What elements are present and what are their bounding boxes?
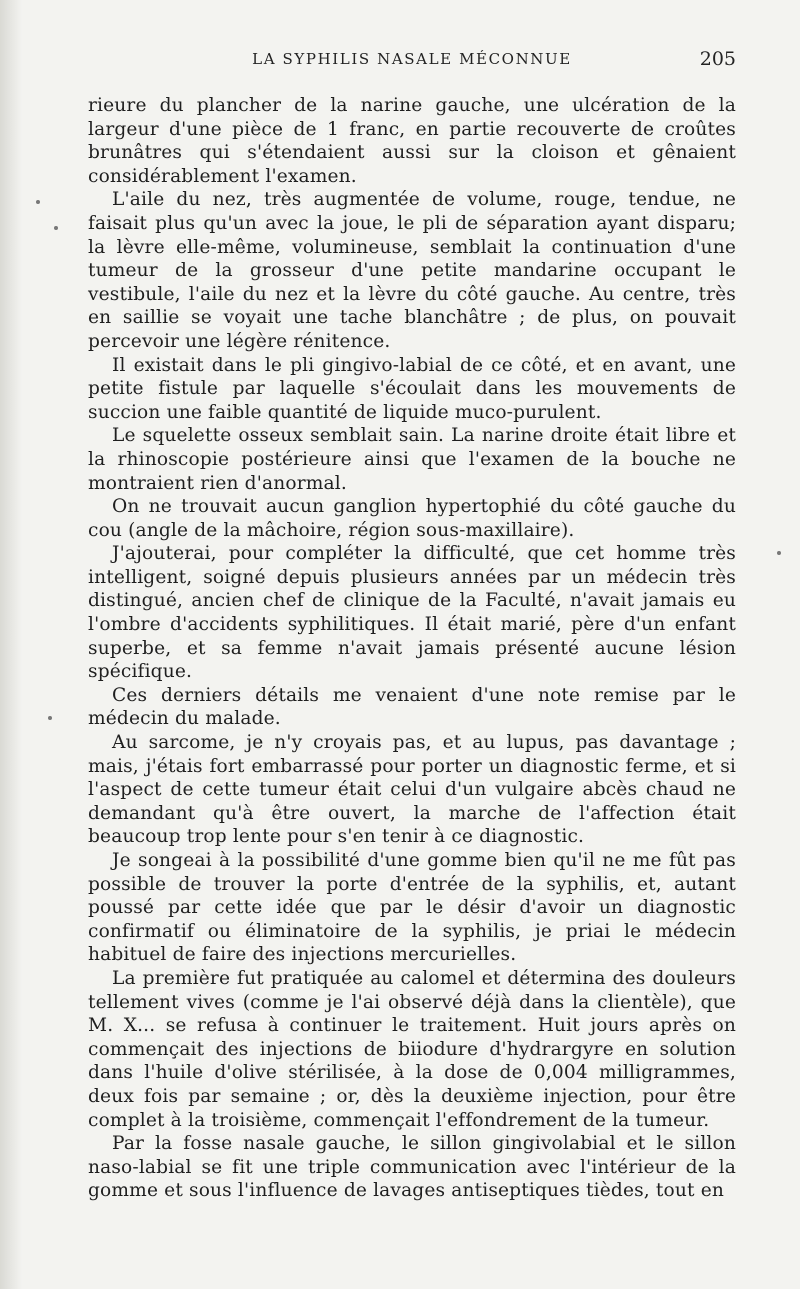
paper-speck xyxy=(54,226,58,230)
paragraph-11: Par la fosse nasale gauche, le sillon gingivolabial et le sillon naso-labial se fit une triple communication avec l'intérieur de la gomme et sous l'influence de lavages antiseptiques tièdes, tout en xyxy=(88,1133,736,1202)
paper-speck xyxy=(777,551,781,555)
paragraph-9: Je songeai à la possibilité d'une gomme bien qu'il ne me fût pas possible de trouver la porte d'entrée de la syphilis, et, autant poussé par cette idée que par le désir d'avoir un diagnostic confirmatif ou éliminatoire de la syphilis, je priai le médecin habituel de faire des injections mercurielles. xyxy=(88,850,736,966)
running-title: LA SYPHILIS NASALE MÉCONNUE xyxy=(252,50,572,68)
paragraph-1: rieure du plancher de la narine gauche, une ulcération de la largeur d'une pièce de 1 franc, en partie recouverte de croûtes brunâtres qui s'étendaient aussi sur la cloison et gênaient considérablement l'examen. xyxy=(88,95,736,187)
page-number: 205 xyxy=(699,48,736,70)
paragraph-5: On ne trouvait aucun ganglion hypertophié du côté gauche du cou (angle de la mâchoire, région sous-maxillaire). xyxy=(88,496,736,541)
page-header xyxy=(88,48,736,74)
paragraph-8: Au sarcome, je n'y croyais pas, et au lupus, pas davantage ; mais, j'étais fort embarrassé pour porter un diagnostic ferme, et si l'aspect de cette tumeur était celui d'un vulgaire abcès chaud ne demandant qu'à être ouvert, la marche de l'affection était beaucoup trop lente pour s'en tenir à ce diagnostic. xyxy=(88,732,736,848)
paragraph-10: La première fut pratiquée au calomel et détermina des douleurs tellement vives (comme je l'ai observé déjà dans la clientèle), que M. X... se refusa à continuer le traitement. Huit jours après on commençait des injections de biiodure d'hydrargyre en solution dans l'huile d'olive stérilisée, à la dose de 0,004 milligrammes, deux fois par semaine ; or, dès la deuxième injection, pour être complet à la troisième, commençait l'effondrement de la tumeur. xyxy=(88,967,736,1131)
page-edge-shadow xyxy=(0,0,22,1289)
paragraph-3: Il existait dans le pli gingivo-labial de ce côté, et en avant, une petite fistule par laquelle s'écoulait dans les mouvements de succion une faible quantité de liquide muco-purulent. xyxy=(88,354,736,423)
paragraph-6: J'ajouterai, pour compléter la difficulté, que cet homme très intelligent, soigné depuis plusieurs années par un médecin très distingué, ancien chef de clinique de la Faculté, n'avait jamais eu l'ombre d'accidents syphilitiques. Il était marié, père d'un enfant superbe, et sa femme n'avait jamais présenté aucune lésion spécifique. xyxy=(88,543,736,683)
body-text xyxy=(88,94,736,1203)
paragraph-4: Le squelette osseux semblait sain. La narine droite était libre et la rhinoscopie postérieure ainsi que l'examen de la bouche ne montraient rien d'anormal. xyxy=(88,425,736,494)
paper-speck xyxy=(48,716,52,720)
paper-speck xyxy=(36,200,40,204)
paragraph-2: L'aile du nez, très augmentée de volume, rouge, tendue, ne faisait plus qu'un avec la joue, le pli de séparation ayant disparu; la lèvre elle-même, volumineuse, semblait la continuation d'une tumeur de la grosseur d'une petite mandarine occupant le vestibule, l'aile du nez et la lèvre du côté gauche. Au centre, très en saillie se voyait une tache blanchâtre ; de plus, on pouvait percevoir une légère rénitence. xyxy=(88,189,736,352)
paragraph-7: Ces derniers détails me venaient d'une note remise par le médecin du malade. xyxy=(88,684,736,730)
